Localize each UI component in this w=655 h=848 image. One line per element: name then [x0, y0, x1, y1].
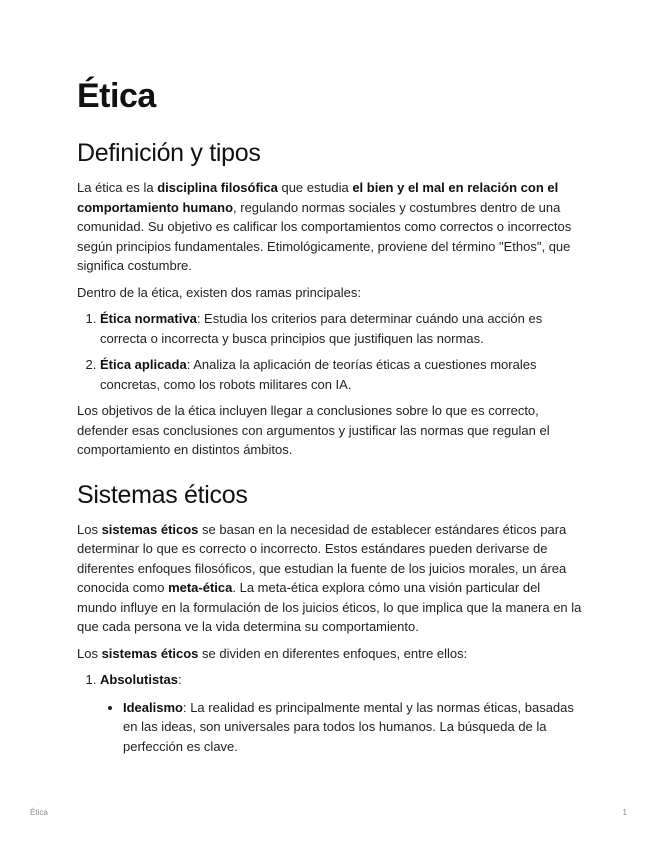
- page-number: 1: [622, 808, 627, 817]
- list-item: 2. Ética aplicada: Analiza la aplicación de teorías éticas a cuestiones morales concretas, como los robots militares con IA.: [100, 355, 582, 394]
- paragraph-ramas-intro: Dentro de la ética, existen dos ramas principales:: [77, 284, 361, 300]
- ramas-list: [77, 309, 582, 394]
- paragraph-enfoques-intro: Los sistemas éticos se dividen en diferentes enfoques, entre ellos:: [77, 645, 468, 661]
- section-heading-sistemas: Sistemas éticos: [77, 480, 248, 509]
- paragraph-definition: La ética es la disciplina filosófica que estudia el bien y el mal en relación con el comportamiento humano, regulando normas sociales y costumbres dentro de una comunidad. Su objetivo es calificar los comportamientos como correctos o incorrectos según principios fundamentales. Etimológicamente, proviene del término "Ethos", que significa costumbre.: [77, 180, 572, 273]
- list-item: 1. Absolutistas: • Idealismo: La realidad es principalmente mental y las normas éticas, basadas en las ideas, son universales para todos los humanos. La búsqueda de la perfección es clave.: [100, 670, 582, 756]
- section-heading-definicion: Definición y tipos: [77, 139, 261, 167]
- paragraph-objetivos: Los objetivos de la ética incluyen llegar a conclusiones sobre lo que es correcto, defender esas conclusiones con argumentos y justificar las normas que regulan el comportamiento en distintos ámbitos.: [77, 403, 550, 457]
- sub-list: [100, 698, 582, 757]
- sub-list-item: • Idealismo: La realidad es principalmente mental y las normas éticas, basadas en las ideas, son universales para todos los humanos. La búsqueda de la perfección es clave.: [123, 698, 582, 757]
- list-item: 1. Ética normativa: Estudia los criterios para determinar cuándo una acción es correcta o incorrecta y busca principios que justifiquen las normas.: [100, 309, 582, 348]
- footer-title: Ética: [30, 808, 48, 817]
- document-page: [77, 76, 582, 763]
- page-title: Ética: [77, 77, 156, 115]
- paragraph-sistemas: Los sistemas éticos se basan en la necesidad de establecer estándares éticos para determinar lo que es correcto o incorrecto. Estos estándares pueden derivarse de diferentes enfoques filosóficos, que estudian la fuente de los juicios morales, un área conocida como meta-ética. La meta-ética explora cómo una visión particular del mundo influye en la formulación de los juicios éticos, lo que implica que la manera en la que cada persona ve la vida determina su comportamiento.: [77, 521, 582, 634]
- enfoques-list: [77, 670, 582, 756]
